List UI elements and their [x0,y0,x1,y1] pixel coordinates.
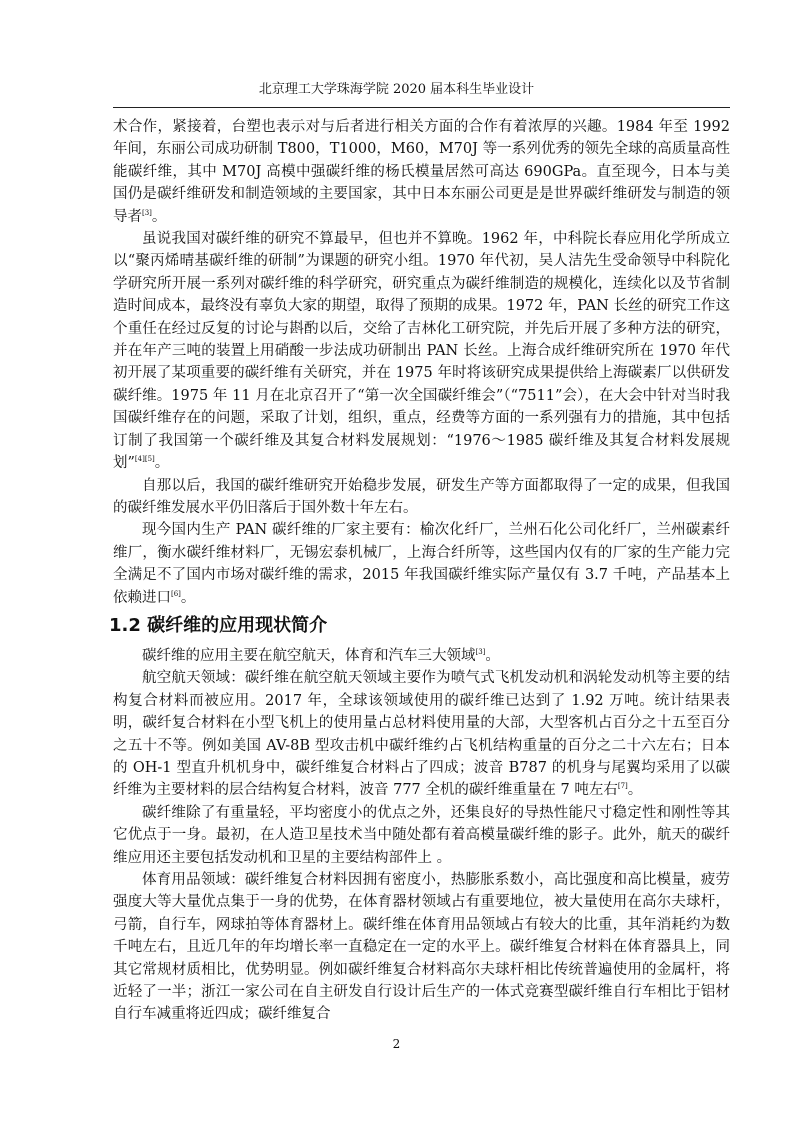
paragraph-tail: 。 [151,208,167,225]
paragraph-8: 体育用品领域：碳纤维复合材料因拥有密度小，热膨胀系数小，高比强度和高比模量，疲劳强度大等大量优点集于一身的优势，在体育器材领域占有重要地位，被大量使用在高尔夫球杆，弓箭，自行车，网球拍等体育器材上。碳纤维在体育用品领域占有较大的比重，其年消耗约为数千吨左右，且近几年的年均增长率一直稳定在一定的水平上。碳纤维复合材料在体育器具上，同其它常规材质相比，优势明显。例如碳纤维复合材料高尔夫球杆相比传统普遍使用的金属杆，将近轻了一半；浙江一家公司在自主研发自行设计后生产的一体式竞赛型碳纤维自行车相比于铝材自行车减重将近四成；碳纤维复合 [113,872,730,1023]
paragraph-4 [113,519,730,609]
paragraph-tail: 。 [154,455,170,472]
paragraph-6 [113,667,730,801]
paragraph-text: 航空航天领域：碳纤维在航空航天领域主要作为喷气式飞机发动机和涡轮发动机等主要的结构复合材料而被应用。2017 年，全球该领域使用的碳纤维已达到了 1.92 万吨。统计结果表明，碳纤复合材料在小型飞机上的使用量占总材料使用量的大部，大型客机占百分之十五至百分之五十不等。例如美国 AV-8B 型攻击机中碳纤维约占飞机结构重量的百分之二十六左右；日本的 OH-1 型直升机机身中，碳纤维复合材料占了四成；波音 B787 的机身与尾翼均采用了以碳纤维为主要材料的层合结构复合材料，波音 777 全机的碳纤维重量在 7 吨左右 [113,670,730,799]
paragraph-2 [113,228,730,474]
paragraph-text: 术合作，紧接着，台塑也表示对与后者进行相关方面的合作有着浓厚的兴趣。1984 年至 1992 年间，东丽公司成功研制 T800，T1000，M60，M70J 等一系列优秀的领先全球的高质量高性能碳纤维，其中 M70J 高模中强碳纤维的杨氏模量居然可高达 690GPa。直至现今，日本与美国仍是碳纤维研发和制造领域的主要国家，其中日本东丽公司更是是世界碳纤维研发与制造的领导者 [113,119,730,225]
paragraph-text: 现今国内生产 PAN 碳纤维的厂家主要有：榆次化纤厂，兰州石化公司化纤厂，兰州碳素纤维厂，衡水碳纤维材料厂，无锡宏泰机械厂，上海合纤所等，这些国内仅有的厂家的生产能力完全满足不了国内市场对碳纤维的需求，2015 年我国碳纤维实际产量仅有 3.7 千吨，产品基本上依赖进口 [113,522,730,606]
paragraph-text: 虽说我国对碳纤维的研究不算最早，但也并不算晚。1962 年，中科院长春应用化学所成立以“聚丙烯晴基碳纤维的研制”为课题的研究小组。1970 年代初，吴人洁先生受命领导中科院化学研究所开展一系列对碳纤维的科学研究，研究重点为碳纤维制造的规模化，连续化以及节省制造时间成本，最终没有辜负大家的期望，取得了预期的成果。1972 年，PAN 长丝的研究工作这个重任在经过反复的讨论与斟酌以后，交给了吉林化工研究院，并先后开展了多种方法的研究，并在年产三吨的装置上用硝酸一步法成功研制出 PAN 长丝。上海合成纤维研究所在 1970 年代初开展了某项重要的碳纤维有关研究，并在 1975 年时将该研究成果提供给上海碳素厂以供研发碳纤维。1975 年 11 月在北京召开了“第一次全国碳纤维会”（“7511”会），在大会中针对当时我国碳纤维存在的问题，采取了计划，组织，重点，经费等方面的一系列强有力的措施，其中包括订制了我国第一个碳纤维及其复合材料发展规划：“1976～1985 碳纤维及其复合材料发展规划” [113,231,730,472]
citation: [4][5] [134,455,155,464]
paragraph-3: 自那以后，我国的碳纤维研究开始稳步发展，研发生产等方面都取得了一定的成果，但我国的碳纤维发展水平仍旧落后于国外数十年左右。 [113,477,730,516]
citation: [3] [142,208,152,217]
page-body [109,116,730,1026]
section-heading: 1.2 碳纤维的应用现状简介 [109,614,328,636]
citation: [7] [617,782,628,791]
paragraph-7: 碳纤维除了有重量轻，平均密度小的优点之外，还集良好的导热性能尺寸稳定性和刚性等其它优点于一身。最初，在人造卫星技术当中随处都有着高模量碳纤维的影子。此外，航天的碳纤维应用还主要包括发动机和卫星的主要结构部件上 。 [113,804,730,866]
paragraph-tail: 。 [485,647,500,664]
page-number: 2 [392,1037,401,1051]
citation: [6] [171,589,181,598]
paragraph-1 [113,116,730,228]
paragraph-tail: 。 [180,589,196,606]
paragraph-text: 碳纤维的应用主要在航空航天，体育和汽车三大领域 [142,647,476,664]
paragraph-tail: 。 [627,782,643,799]
running-header: 北京理工大学珠海学院 2020 届本科生毕业设计 [258,82,535,97]
header-divider [113,107,730,108]
paragraph-5 [113,645,730,667]
citation: [3] [475,647,486,656]
